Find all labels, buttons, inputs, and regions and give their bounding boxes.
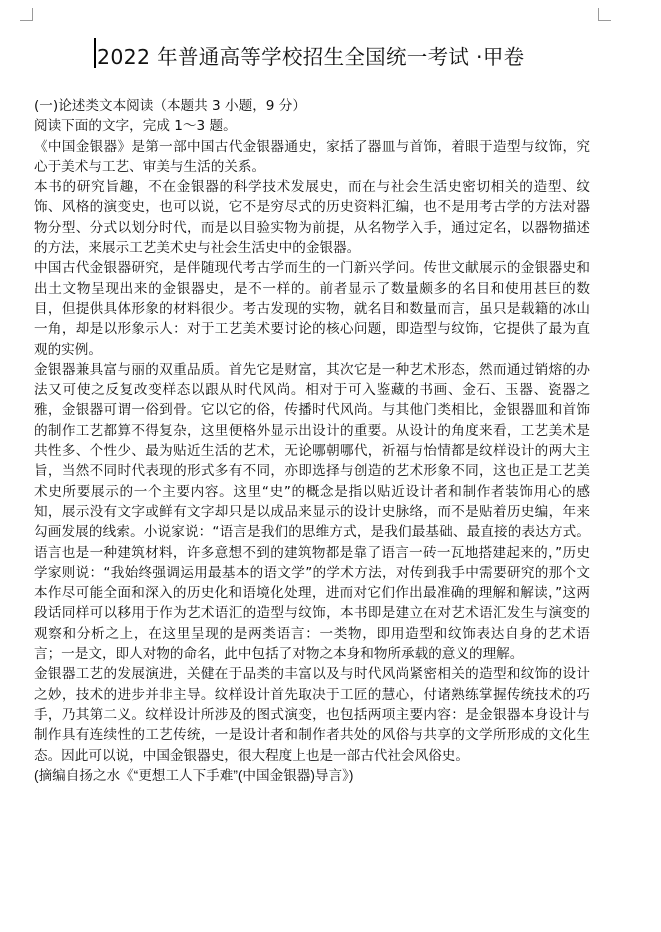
paragraph-3: 中国古代金银器研究，是伴随现代考古学而生的一门新兴学问。传世文献展示的金银器史和出土文物呈现出来的金银器史，是不一样的。前者显示了数量颇多的名目和使用甚巨的数目，但提供具体形象的材料很少。考古发现的实物，就名目和数量而言，虽只是载籍的冰山一角，却是以形象示人：对于工艺美术要讨论的核心问题，即造型与纹饰，它提供了最为直观的实例。 bbox=[34, 260, 590, 358]
page-corner-mark-top-left bbox=[20, 8, 33, 21]
paragraph-2: 本书的研究旨趣，不在金银器的科学技术发展史，而在与社会生活史密切相关的造型、纹饰、风格的演变史，也可以说，它不是穷尽式的历史资料汇编，也不是用考古学的方法对器物分型、分式以划分时代，而是以目验实物为前提，从名物学入手，通过定名，以器物描述的方法，来展示工艺美术史与社会生活史中的金银器。 bbox=[34, 179, 590, 257]
source-citation: (摘编自扬之水《“更想工人下手难”(中国金银器)导言》) bbox=[34, 767, 354, 783]
instruction: 阅读下面的文字，完成 1～3 题。 bbox=[34, 118, 237, 135]
document-title[interactable]: 2022 年普通高等学校招生全国统一考试 ·甲卷 bbox=[97, 45, 525, 69]
page-corner-mark-top-right bbox=[598, 8, 611, 21]
document-body[interactable] bbox=[34, 96, 590, 786]
paragraph-5: 金银器工艺的发展演进，关健在于品类的丰富以及与时代风尚紧密相关的造型和纹饰的设计之妙，技术的进步并非主导。纹样设计首先取决于工匠的慧心，付诸熟练掌握传统技术的巧手，乃其第二义。纹样设计所涉及的图式演变，也包括两项主要内容：是金银器本身设计与制作具有连续性的工艺传统，一是设计者和制作者共处的风俗与共享的文学所形成的文化生态。因此可以说，中国金银器史，很大程度上也是一部古代社会风俗史。 bbox=[34, 666, 590, 764]
section-heading: (一)论述类文本阅读（本题共 3 小题，9 分） bbox=[34, 98, 306, 114]
text-cursor bbox=[94, 38, 96, 68]
paragraph-4: 金银器兼具富与丽的双重品质。首先它是财富，其次它是一种艺术形态，然而通过销熔的办法又可使之反复改变样态以跟从时代风尚。相对于可入鉴藏的书画、金石、玉器、瓷器之雅，金银器可谓一俗到骨。它以它的俗，传播时代风尚。与其他门类相比，金银器皿和首饰的制作工艺都算不得复杂，这里便格外显示出设计的重要。从设计的角度来看，工艺美术是共性多、个性少、最为贴近生活的艺术，无论哪朝哪代，祈福与怡情都是纹样设计的两大主旨，当然不同时代表现的形式多有不同，亦即选择与创造的艺术形象不同，这也正是工艺美术史所要展示的一个主要内容。这里“史”的概念是指以贴近设计者和制作者装饰用心的感知，展示没有文字或鲜有文字却只是以成品来显示的设计史脉络，而不是贴着历史编，年来勾画发展的线索。小说家说：“语言是我们的思维方式，是我们最基础、最直接的表达方式。语言也是一种建筑材料，许多意想不到的建筑物都是靠了语言一砖一瓦地搭建起来的，”历史学家则说：“我始终强调运用最基本的语文学”的学术方法，对传到我手中需要研究的那个文本作尽可能全面和深入的历史化和语境化处理，进而对它们作出最准确的理解和解读，”这两段话同样可以移用于作为艺术语汇的造型与纹饰，本书即是建立在对艺术语汇发生与演变的观察和分析之上，在这里呈现的是两类语言：一类物，即用造型和纹饰表达自身的艺术语言；一是文，即人对物的命名，此中包括了对物之本身和物所承载的意义的理解。 bbox=[34, 361, 590, 663]
paragraph-1: 《中国金银器》是第一部中国古代金银器通史，家括了器皿与首饰，着眼于造型与纹饰，究心于美术与工艺、审美与生活的关系。 bbox=[34, 138, 590, 175]
